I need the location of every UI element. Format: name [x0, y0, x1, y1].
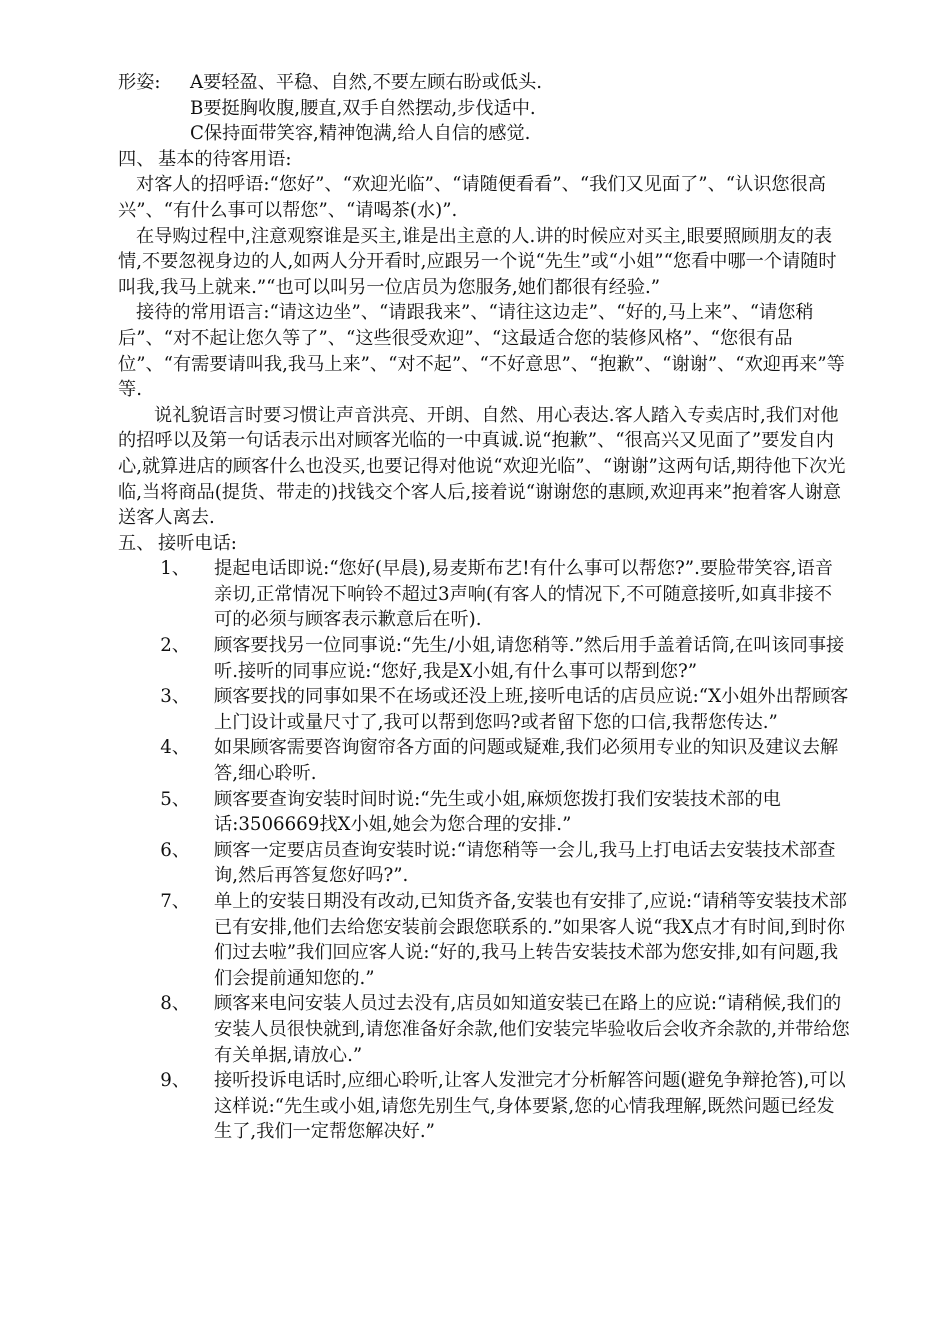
guiding-paragraph: 在导购过程中,注意观察谁是买主,谁是出主意的人.讲的时候应对买主,眼要照顾朋友的表情,不要忽视身边的人,如两人分开看时,应跟另一个说“先生”或“小姐”“您看中哪一个请随时叫我,我马上就来.”“也可以叫另一位店员为您服务,她们都很有经验.”	[118, 225, 837, 298]
list-item	[118, 991, 850, 1068]
section-4-heading	[118, 147, 850, 173]
list-item	[118, 556, 850, 633]
reception-paragraph: 接待的常用语言:“请这边坐”、“请跟我来”、“请往这边走”、“好的,马上来”、“请您稍后”、“对不起让您久等了”、“这些很受欢迎”、“这最适合您的装修风格”、“您很有品位”、“有需要请叫我,我马上来”、“对不起”、“不好意思”、“抱歉”、“谢谢”、“欢迎再来”等等.	[118, 302, 845, 401]
list-item	[118, 889, 850, 991]
list-item-number: 5、	[160, 788, 190, 810]
posture-item-b: B要挺胸收腹,腰直,双手自然摆动,步伐适中.	[190, 97, 536, 119]
posture-label: 形姿:	[118, 72, 161, 93]
list-item-number: 6、	[160, 839, 190, 861]
section-4-title: 基本的待客用语:	[158, 148, 292, 170]
section-5-number: 五、	[118, 532, 155, 554]
list-item-text: 提起电话即说:“您好(早晨),易麦斯布艺!有什么事可以帮您?”.要脸带笑容,语音亲切,正常情况下响铃不超过3声响(有客人的情况下,不可随意接听,如真非接不可的必须与顾客表示歉意后在听).	[214, 558, 833, 631]
list-item-number: 1、	[160, 558, 190, 580]
list-item-text: 顾客要查询安装时间时说:“先生或小姐,麻烦您拨打我们安装技术部的电话:3506669找X小姐,她会为您合理的安排.”	[214, 788, 781, 836]
list-item	[118, 838, 850, 889]
posture-list	[190, 70, 850, 147]
list-item-text: 单上的安装日期没有改动,已知货齐备,安装也有安排了,应说:“请稍等安装技术部已有安排,他们去给您安装前会跟您联系的.”如果客人说“我X点才有时间,到时你们过去啦”我们回应客人说:“好的,我马上转告安装技术部为您安排,如有问题,我们会提前通知您的.”	[214, 891, 847, 989]
posture-item-a: A要轻盈、平稳、自然,不要左顾右盼或低头.	[190, 72, 543, 93]
list-item-text: 顾客一定要店员查询安装时说:“请您稍等一会儿,我马上打电话去安装技术部查询,然后再答复您好吗?”.	[214, 839, 836, 887]
list-item-number: 7、	[160, 891, 190, 912]
phone-rules-list	[118, 556, 850, 1145]
list-item-text: 如果顾客需要咨询窗帘各方面的问题或疑难,我们必须用专业的知识及建议去解答,细心聆听.	[214, 737, 839, 785]
posture-block	[118, 70, 850, 147]
list-item-text: 接听投诉电话时,应细心聆听,让客人发泄完才分析解答问题(避免争辩抢答),可以这样说:“先生或小姐,请您先别生气,身体要紧,您的心情我理解,既然问题已经发生了,我们一定帮您解决好.”	[214, 1070, 846, 1143]
list-item	[118, 684, 850, 735]
list-item-number: 3、	[160, 686, 190, 708]
list-item-number: 9、	[160, 1070, 190, 1092]
section-5-title: 接听电话:	[158, 532, 237, 554]
greeting-paragraph: 对客人的招呼语:“您好”、“欢迎光临”、“请随便看看”、“我们又见面了”、“认识您很高兴”、“有什么事可以帮您”、“请喝茶(水)”.	[118, 174, 826, 221]
list-item-text: 顾客来电问安装人员过去没有,店员如知道安装已在路上的应说:“请稍候,我们的安装人员很快就到,请您准备好余款,他们安装完毕验收后会收齐余款的,并带给您有关单据,请放心.”	[214, 993, 850, 1066]
list-item-text: 顾客要找的同事如果不在场或还没上班,接听电话的店员应说:“X小姐外出帮顾客上门设计或量尺寸了,我可以帮到您吗?或者留下您的口信,我帮您传达.”	[214, 686, 849, 733]
list-item-number: 8、	[160, 993, 190, 1015]
section-5-heading	[118, 531, 850, 557]
list-item	[118, 633, 850, 684]
list-item	[118, 1068, 850, 1145]
posture-item-c: C保持面带笑容,精神饱满,给人自信的感觉.	[190, 123, 531, 145]
courtesy-paragraph: 说礼貌语言时要习惯让声音洪亮、开朗、自然、用心表达.客人踏入专卖店时,我们对他的招呼以及第一句话表示出对顾客光临的一中真诚.说“抱歉”、“很高兴又见面了”要发自内心,就算进店的顾客什么也没买,也要记得对他说“欢迎光临”、“谢谢”这两句话,期待他下次光临,当将商品(提货、带走的)找钱交个客人后,接着说“谢谢您的惠顾,欢迎再来”抱着客人谢意送客人离去.	[118, 404, 846, 529]
list-item	[118, 787, 850, 838]
list-item	[118, 735, 850, 786]
list-item-number: 2、	[160, 635, 190, 657]
section-4-number: 四、	[118, 148, 155, 170]
list-item-number: 4、	[160, 737, 190, 759]
list-item-text: 顾客要找另一位同事说:“先生/小姐,请您稍等.”然后用手盖着话筒,在叫该同事接听.接听的同事应说:“您好,我是X小姐,有什么事可以帮到您?”	[214, 635, 845, 682]
